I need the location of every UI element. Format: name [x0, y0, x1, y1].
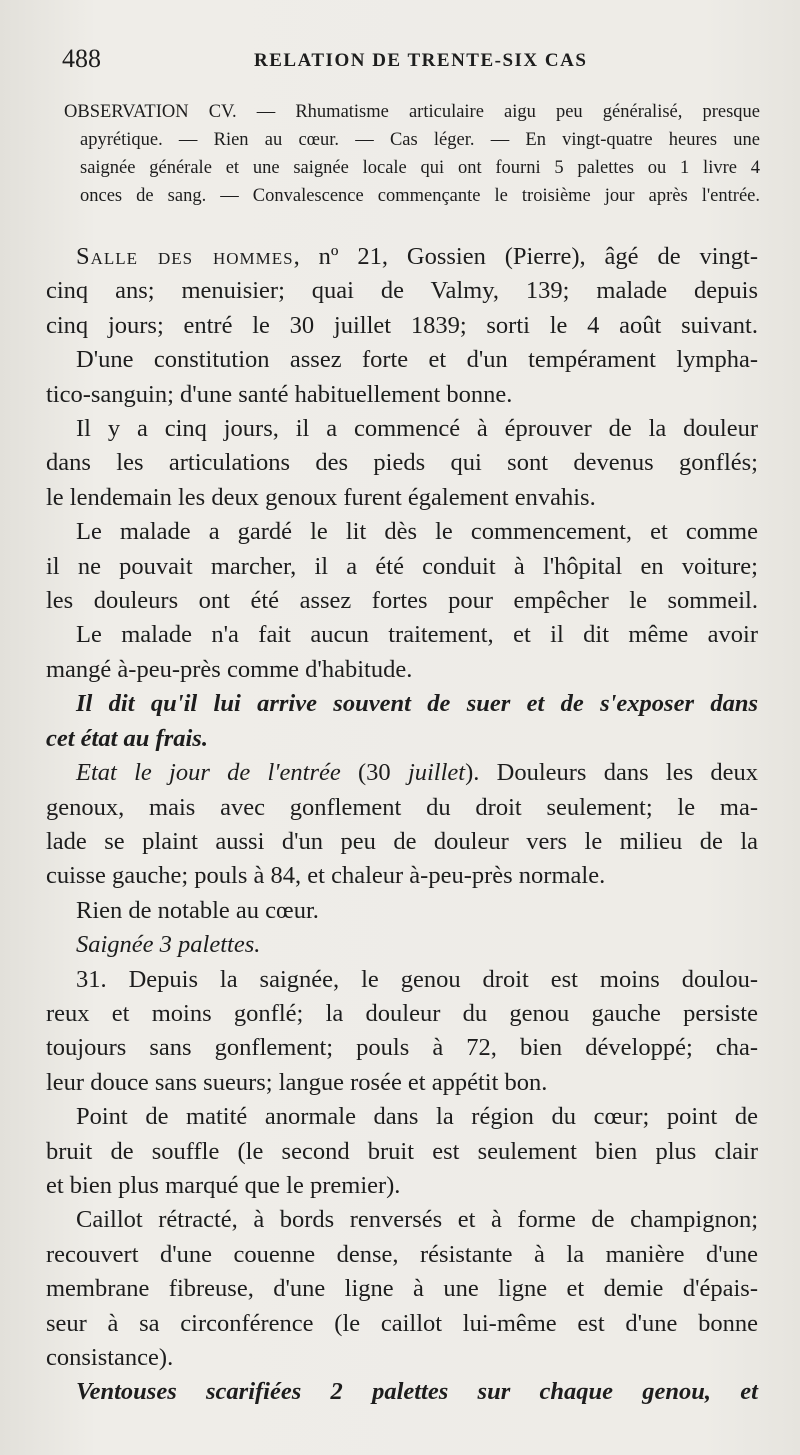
- body-line: bruit de souffle (le second bruit est seulement bien plus clair: [46, 1137, 758, 1165]
- body-line-italic: Il dit qu'il lui arrive souvent de suer et de s'exposer dans: [76, 690, 758, 718]
- body-line: [46, 756, 758, 790]
- observation-label: OBSERVATION CV.: [64, 102, 237, 122]
- body-line: Rien de notable au cœur.: [76, 896, 319, 924]
- body-line: cinq jours; entré le 30 juillet 1839; sorti le 4 août suivant.: [46, 311, 758, 339]
- body-line: tico-sanguin; d'une santé habituellement bonne.: [46, 380, 513, 408]
- body-line: mangé à-peu-près comme d'habitude.: [46, 655, 413, 683]
- running-title: RELATION DE TRENTE-SIX CAS: [254, 50, 588, 71]
- body-line-italic: cet état au frais.: [46, 724, 208, 752]
- body-line: cinq ans; menuisier; quai de Valmy, 139; malade depuis: [46, 277, 758, 305]
- body-line: toujours sans gonflement; pouls à 72, bien développé; cha-: [46, 1034, 758, 1062]
- body-line: Il y a cinq jours, il a commencé à éprouver de la douleur: [76, 415, 758, 443]
- summary-text: — Rhumatisme articulaire aigu peu généralisé, presque: [256, 102, 761, 122]
- body-line: D'une constitution assez forte et d'un tempérament lympha-: [76, 346, 758, 374]
- body-line: Le malade a gardé le lit dès le commencement, et comme: [76, 518, 758, 546]
- ward-label: Salle des hommes: [76, 243, 294, 270]
- observation-body: [46, 240, 758, 1410]
- body-text: , nº 21, Gossien (Pierre), âgé de vingt-: [293, 243, 758, 270]
- body-line: Caillot rétracté, à bords renversés et à forme de champignon;: [76, 1206, 758, 1234]
- body-line: les douleurs ont été assez fortes pour empêcher le sommeil.: [46, 587, 758, 615]
- body-line: recouvert d'une couenne dense, résistante à la manière d'une: [46, 1240, 758, 1268]
- body-line: genoux, mais avec gonflement du droit seulement; le ma-: [46, 793, 758, 821]
- summary-line: onces de sang. — Convalescence commençante le troisième jour après l'entrée.: [80, 186, 760, 206]
- body-line: 31. Depuis la saignée, le genou droit est moins doulou-: [76, 965, 758, 993]
- body-line: le lendemain les deux genoux furent également envahis.: [46, 483, 596, 511]
- summary-line: saignée générale et une saignée locale qui ont fourni 5 palettes ou 1 livre 4: [80, 158, 760, 178]
- body-text: (30: [340, 759, 408, 787]
- body-text: ). Douleurs dans les deux: [465, 759, 758, 787]
- entry-month: juillet: [407, 759, 466, 787]
- body-line: reux et moins gonflé; la douleur du genou gauche persiste: [46, 999, 758, 1027]
- body-line: consistance).: [46, 1344, 174, 1371]
- body-line: Le malade n'a fait aucun traitement, et il dit même avoir: [76, 621, 758, 649]
- body-line-italic: Saignée 3 palettes.: [76, 931, 261, 959]
- summary-line: apyrétique. — Rien au cœur. — Cas léger. — En vingt-quatre heures une: [80, 130, 760, 150]
- body-line: lade se plaint aussi d'un peu de douleur vers le milieu de la: [46, 827, 758, 855]
- body-line: leur douce sans sueurs; langue rosée et appétit bon.: [46, 1068, 548, 1096]
- body-line: il ne pouvait marcher, il a été conduit à l'hôpital en voiture;: [46, 552, 758, 580]
- summary-line: [64, 98, 760, 126]
- page-number: 488: [62, 44, 101, 73]
- body-line: [46, 240, 758, 274]
- body-line: membrane fibreuse, d'une ligne à une ligne et demie d'épais-: [46, 1275, 758, 1303]
- entry-state-label: Etat le jour de l'entrée: [76, 759, 341, 787]
- page-header: [62, 44, 742, 74]
- body-line: cuisse gauche; pouls à 84, et chaleur à-peu-près normale.: [46, 862, 606, 890]
- body-line: Point de matité anormale dans la région du cœur; point de: [76, 1103, 758, 1131]
- body-line: et bien plus marqué que le premier).: [46, 1171, 401, 1199]
- body-line-italic: Ventouses scarifiées 2 palettes sur chaque genou, et: [76, 1378, 758, 1406]
- body-line: dans les articulations des pieds qui sont devenus gonflés;: [46, 449, 758, 477]
- body-line: seur à sa circonférence (le caillot lui-même est d'une bonne: [46, 1309, 758, 1337]
- observation-summary: [64, 98, 760, 210]
